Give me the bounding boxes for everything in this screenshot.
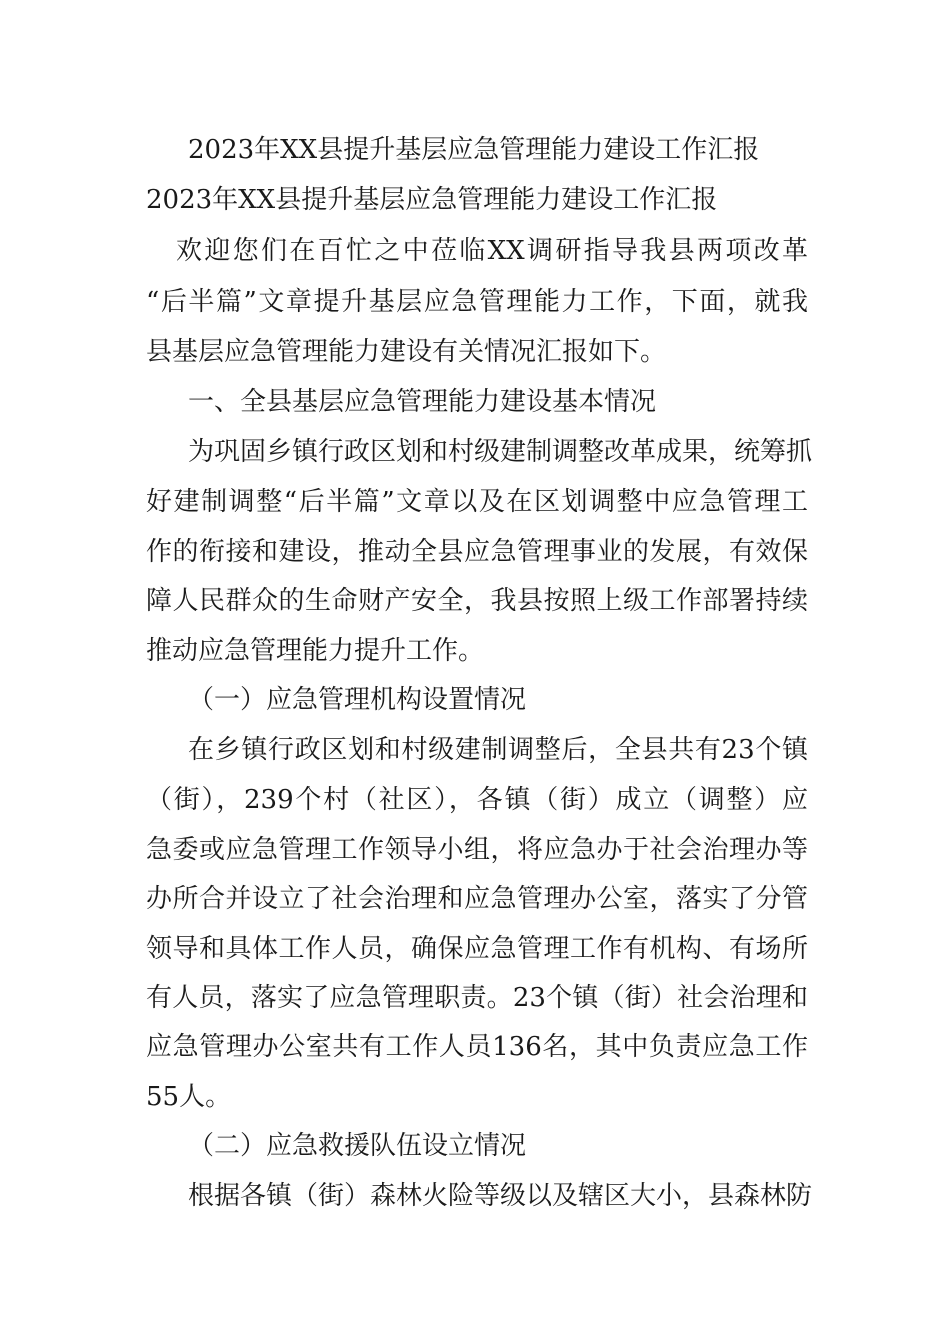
subsection-2-line-1: 根据各镇（街）森林火险等级以及辖区大小，县森林防 [188,1181,813,1211]
intro-line-1: 欢迎您们在百忙之中莅临XX调研指导我县两项改革 [176,236,808,266]
section-1-line-4: 障人民群众的生命财产安全，我县按照上级工作部署持续 [146,586,808,616]
section-1-heading: 一、全县基层应急管理能力建设基本情况 [188,387,657,417]
section-1-line-3: 作的衔接和建设，推动全县应急管理事业的发展，有效保 [146,537,808,567]
section-1-line-5: 推动应急管理能力提升工作。 [146,636,485,666]
document-subtitle: 2023年XX县提升基层应急管理能力建设工作汇报 [146,185,718,215]
subsection-1-heading: （一）应急管理机构设置情况 [188,685,527,715]
subsection-1-line-6: 有人员，落实了应急管理职责。23个镇（街）社会治理和 [146,983,808,1013]
intro-line-3: 县基层应急管理能力建设有关情况汇报如下。 [146,337,667,367]
subsection-1-line-1: 在乡镇行政区划和村级建制调整后，全县共有23个镇 [188,735,808,765]
subsection-1-line-2: （街），239个村（社区），各镇（街）成立（调整）应 [146,785,808,815]
subsection-1-line-3: 急委或应急管理工作领导小组，将应急办于社会治理办等 [146,835,808,865]
document-title: 2023年XX县提升基层应急管理能力建设工作汇报 [188,135,760,165]
subsection-1-line-7: 应急管理办公室共有工作人员136名，其中负责应急工作 [146,1032,808,1062]
subsection-2-heading: （二）应急救援队伍设立情况 [188,1131,527,1161]
section-1-line-2: 好建制调整“后半篇”文章以及在区划调整中应急管理工 [146,487,808,517]
subsection-1-line-5: 领导和具体工作人员，确保应急管理工作有机构、有场所 [146,934,808,964]
intro-line-2: “后半篇”文章提升基层应急管理能力工作，下面，就我 [146,287,808,317]
section-1-line-1: 为巩固乡镇行政区划和村级建制调整改革成果，统筹抓 [188,437,813,467]
subsection-1-line-4: 办所合并设立了社会治理和应急管理办公室，落实了分管 [146,884,808,914]
subsection-1-line-8: 55人。 [146,1082,232,1112]
